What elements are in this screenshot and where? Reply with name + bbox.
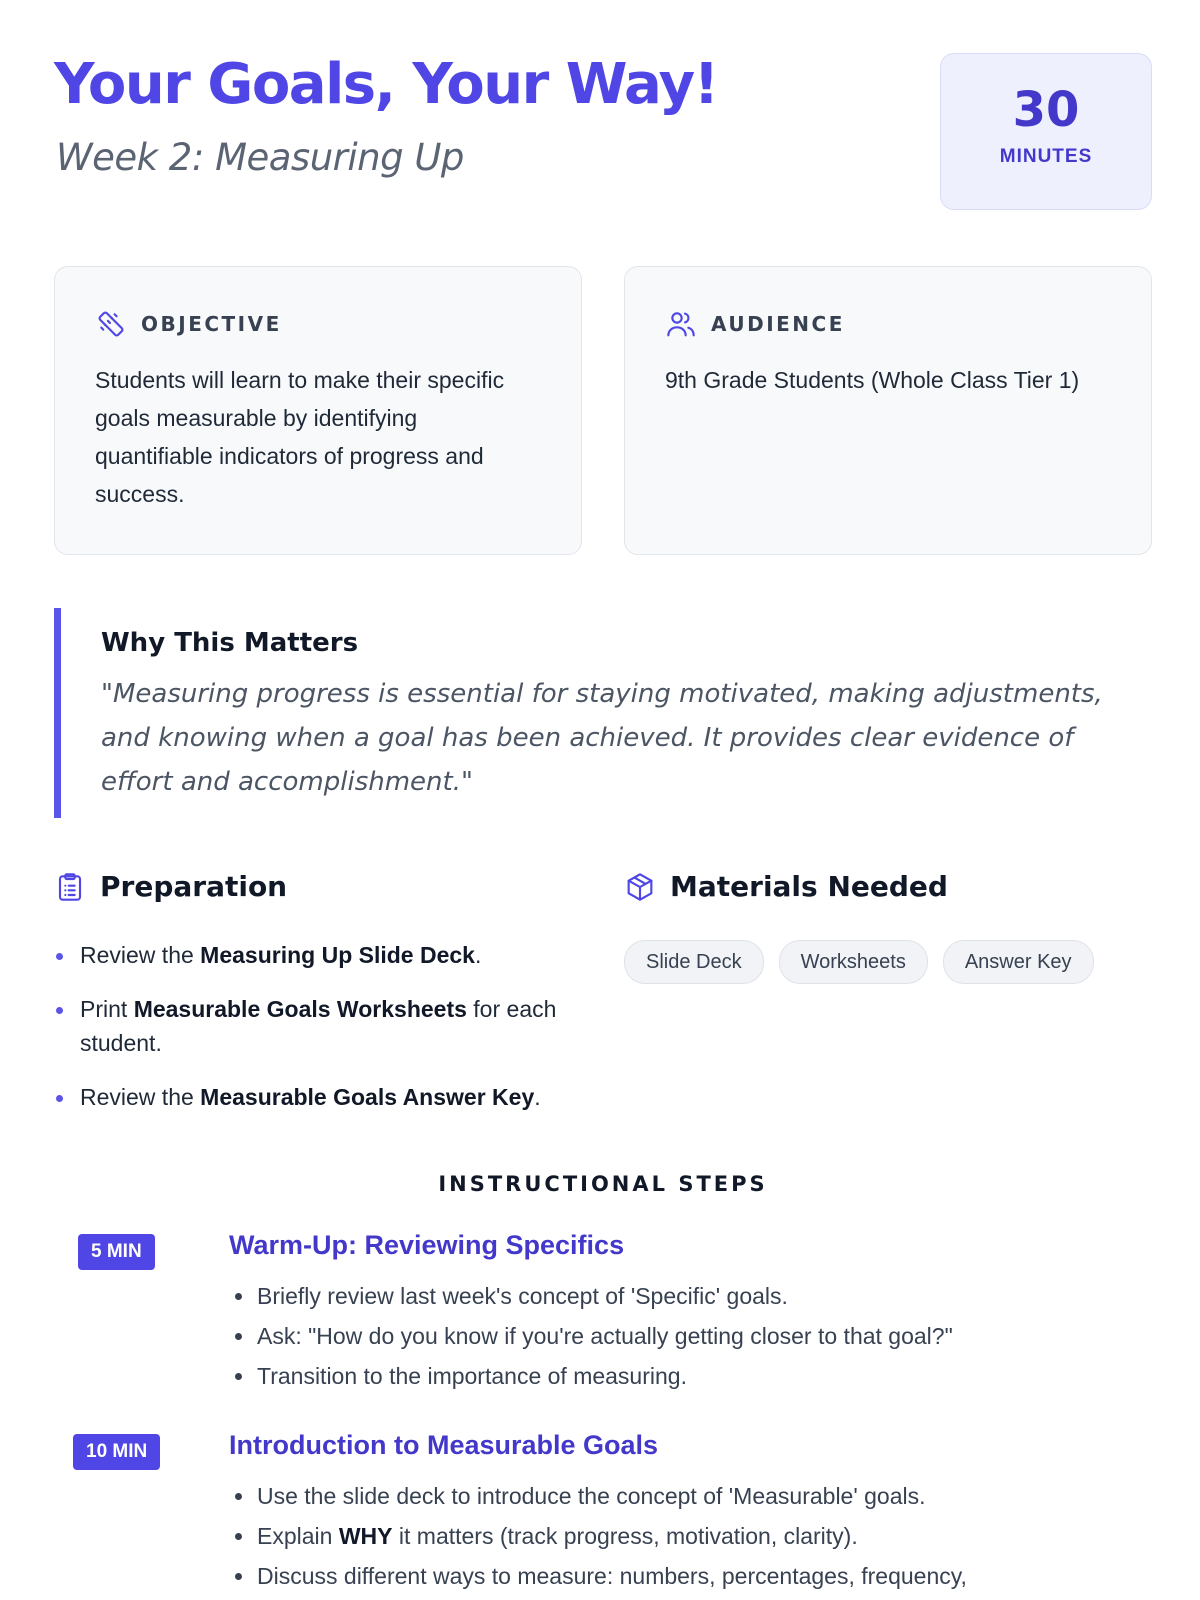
why-this-matters <box>54 608 1152 818</box>
duration-unit: MINUTES <box>999 146 1093 167</box>
preparation-item: Review the Measurable Goals Answer Key. <box>54 1080 574 1114</box>
why-quote: "Measuring progress is essential for staying motivated, making adjustments, and knowing when a goal has been achieved. It provides clear evidence of effort and accomplishment." <box>101 679 1103 797</box>
objective-label: OBJECTIVE <box>141 312 282 336</box>
material-chip: Answer Key <box>943 940 1094 984</box>
step-bullets <box>229 1476 1129 1596</box>
audience-card <box>624 266 1152 555</box>
step-bullets <box>229 1276 1129 1396</box>
step-bullet: Briefly review last week's concept of 'Specific' goals. <box>229 1276 1129 1316</box>
step-bullet: Use the slide deck to introduce the concept of 'Measurable' goals. <box>229 1476 1129 1516</box>
page-title: Your Goals, Your Way! <box>54 52 718 117</box>
step-bullet: Explain WHY it matters (track progress, motivation, clarity). <box>229 1516 1129 1556</box>
duration-badge <box>940 53 1152 210</box>
objective-text: Students will learn to make their specific goals measurable by identifying quantifiable indicators of progress and success. <box>95 367 505 507</box>
page-subtitle: Week 2: Measuring Up <box>56 136 464 179</box>
why-heading: Why This Matters <box>101 628 359 658</box>
preparation-heading: Preparation <box>100 870 288 903</box>
step-bullet: Ask: "How do you know if you're actually getting closer to that goal?" <box>229 1316 1129 1356</box>
users-icon <box>665 308 697 340</box>
step-time-badge: 5 MIN <box>78 1234 155 1270</box>
material-chip: Slide Deck <box>624 940 764 984</box>
step-time-badge: 10 MIN <box>73 1434 160 1470</box>
steps-title: INSTRUCTIONAL STEPS <box>438 1172 768 1196</box>
step-title: Warm-Up: Reviewing Specifics <box>229 1230 625 1260</box>
step-bullet: Discuss different ways to measure: numbers, percentages, frequency, <box>229 1556 1129 1596</box>
preparation-item: Review the Measuring Up Slide Deck. <box>54 938 574 972</box>
preparation-item: Print Measurable Goals Worksheets for each student. <box>54 992 574 1060</box>
box-icon <box>624 871 656 903</box>
materials-heading: Materials Needed <box>670 870 948 903</box>
clipboard-icon <box>54 871 86 903</box>
materials-chips <box>624 940 1109 984</box>
ruler-icon <box>95 308 127 340</box>
materials-header <box>624 870 948 903</box>
preparation-list <box>54 938 574 1134</box>
duration-value: 30 <box>1012 82 1080 138</box>
preparation-header <box>54 870 287 903</box>
audience-label: AUDIENCE <box>711 312 845 336</box>
objective-card <box>54 266 582 555</box>
step-title: Introduction to Measurable Goals <box>229 1430 659 1460</box>
material-chip: Worksheets <box>779 940 928 984</box>
step-bullet: Transition to the importance of measuring. <box>229 1356 1129 1396</box>
lesson-plan-page <box>54 0 1152 1600</box>
audience-text: 9th Grade Students (Whole Class Tier 1) <box>665 367 1080 393</box>
objective-header <box>95 307 541 341</box>
audience-header <box>665 307 1111 341</box>
